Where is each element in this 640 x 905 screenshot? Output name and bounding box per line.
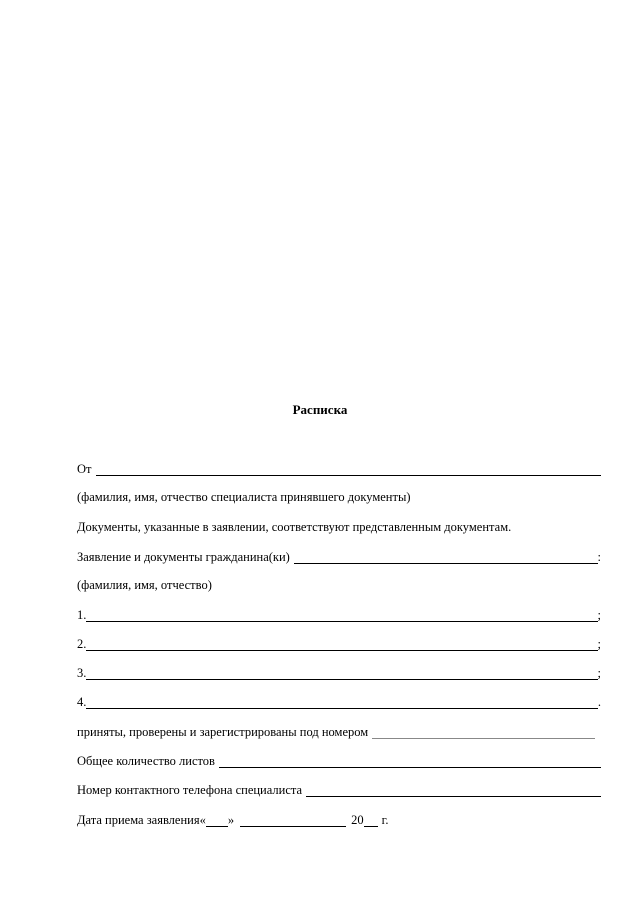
item-end: . <box>597 695 601 709</box>
receipt-title: Расписка <box>292 402 348 417</box>
phone-blank[interactable] <box>306 784 601 797</box>
sheets-blank[interactable] <box>219 755 601 768</box>
date-month-blank[interactable] <box>240 814 346 827</box>
from-blank[interactable] <box>96 463 602 476</box>
phone-line <box>77 781 601 797</box>
item-number: 2. <box>77 637 87 651</box>
date-label: Дата приема заявления« <box>77 813 206 827</box>
statement-text: Документы, указанные в заявлении, соответствуют представленным документам. <box>77 520 512 534</box>
list-item <box>77 664 601 680</box>
item-end: ; <box>597 637 601 651</box>
item-blank[interactable] <box>86 638 597 651</box>
date-line <box>77 811 388 827</box>
phone-label: Номер контактного телефона специалиста <box>77 783 303 797</box>
date-quote-close: » <box>227 813 235 827</box>
item-number: 4. <box>77 695 87 709</box>
applicant-label: Заявление и документы гражданина(ки) <box>77 550 290 564</box>
item-end: ; <box>597 608 601 622</box>
applicant-end: : <box>597 550 601 564</box>
item-blank[interactable] <box>86 696 598 709</box>
from-hint-line <box>77 488 601 504</box>
registration-number-blank[interactable] <box>372 726 595 739</box>
sheets-label: Общее количество листов <box>77 754 215 768</box>
date-year-prefix: 20 <box>351 813 364 827</box>
statement-line <box>77 518 601 534</box>
from-line <box>77 460 601 476</box>
list-item <box>77 635 601 651</box>
list-item <box>77 606 601 622</box>
date-day-blank[interactable] <box>206 814 228 827</box>
applicant-hint: (фамилия, имя, отчество) <box>77 578 212 592</box>
item-end: ; <box>597 666 601 680</box>
from-label: От <box>77 462 92 476</box>
item-number: 1. <box>77 608 87 622</box>
applicant-blank[interactable] <box>294 551 598 564</box>
sheets-line <box>77 752 601 768</box>
from-hint: (фамилия, имя, отчество специалиста принявшего документы) <box>77 490 411 504</box>
item-blank[interactable] <box>86 609 597 622</box>
item-number: 3. <box>77 666 87 680</box>
date-year-blank[interactable] <box>364 814 378 827</box>
item-blank[interactable] <box>86 667 597 680</box>
registered-line <box>77 723 601 739</box>
registered-label: приняты, проверены и зарегистрированы под номером <box>77 725 369 739</box>
applicant-hint-line <box>77 576 601 592</box>
date-year-suffix: г. <box>381 813 389 827</box>
applicant-line <box>77 548 601 564</box>
list-item <box>77 693 601 709</box>
